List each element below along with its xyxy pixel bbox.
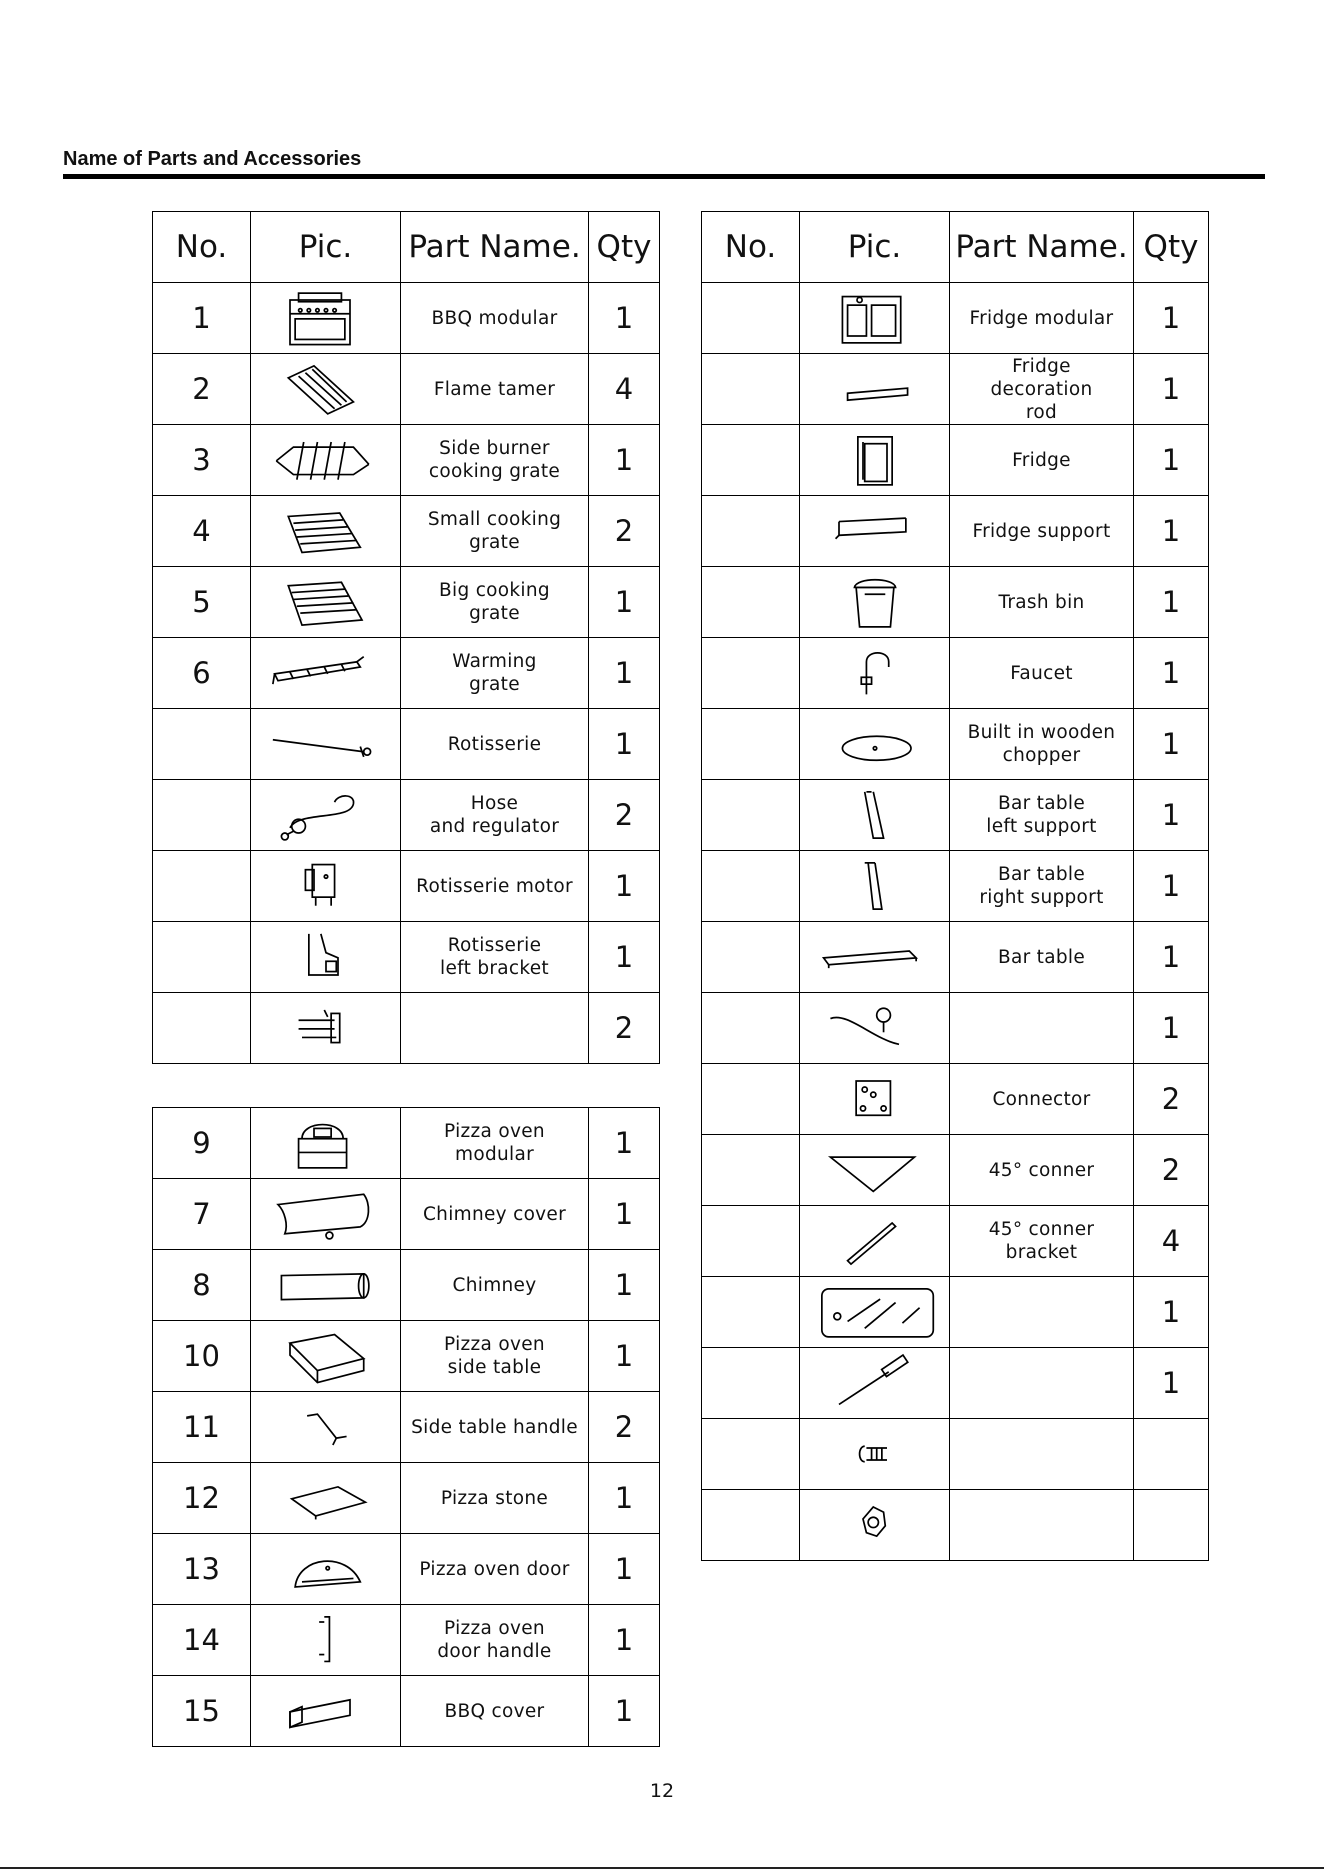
table-row <box>702 1206 1209 1277</box>
part-number: 14 <box>153 1605 251 1676</box>
part-name: Faucet <box>950 638 1134 709</box>
part-picture <box>800 1206 950 1277</box>
part-name <box>401 993 589 1064</box>
table-row <box>153 709 660 780</box>
part-quantity: 1 <box>589 709 660 780</box>
part-quantity: 1 <box>589 638 660 709</box>
bar-table-icon <box>803 927 947 987</box>
part-picture <box>800 1064 950 1135</box>
part-name <box>950 1419 1134 1490</box>
part-quantity: 1 <box>589 1676 660 1747</box>
part-quantity: 1 <box>1134 709 1209 780</box>
part-quantity: 1 <box>589 922 660 993</box>
part-quantity: 1 <box>1134 567 1209 638</box>
part-number: 12 <box>153 1463 251 1534</box>
table-row <box>153 851 660 922</box>
part-quantity: 2 <box>589 780 660 851</box>
part-picture <box>800 496 950 567</box>
table-row <box>702 354 1209 425</box>
bbq-modular-icon <box>254 288 398 348</box>
part-quantity: 1 <box>1134 851 1209 922</box>
part-picture <box>800 638 950 709</box>
table-row <box>153 1250 660 1321</box>
part-quantity: 1 <box>1134 283 1209 354</box>
door-handle-icon <box>254 1610 398 1670</box>
small-grate-icon <box>254 501 398 561</box>
part-picture <box>251 1392 401 1463</box>
table-row <box>702 851 1209 922</box>
header-qty: Qty <box>1134 212 1209 283</box>
left-support-icon <box>803 785 947 845</box>
table-row <box>153 496 660 567</box>
table-row <box>153 1605 660 1676</box>
part-quantity: 1 <box>589 1534 660 1605</box>
pizza-oven-modular-icon <box>254 1113 398 1173</box>
part-quantity <box>1134 1490 1209 1561</box>
flame-tamer-icon <box>254 359 398 419</box>
part-quantity: 1 <box>589 1463 660 1534</box>
part-number <box>702 851 800 922</box>
part-picture <box>800 425 950 496</box>
part-quantity: 1 <box>1134 1277 1209 1348</box>
page-heading: Name of Parts and Accessories <box>63 148 362 170</box>
part-number <box>702 496 800 567</box>
part-picture <box>251 1108 401 1179</box>
fridge-icon <box>803 430 947 490</box>
part-quantity: 2 <box>1134 1135 1209 1206</box>
part-quantity: 2 <box>1134 1064 1209 1135</box>
warming-grate-icon <box>254 643 398 703</box>
part-quantity: 1 <box>1134 993 1209 1064</box>
part-name: Pizza oven side table <box>401 1321 589 1392</box>
part-quantity: 2 <box>589 1392 660 1463</box>
part-quantity: 4 <box>589 354 660 425</box>
table-row <box>702 1277 1209 1348</box>
part-number: 11 <box>153 1392 251 1463</box>
part-number: 10 <box>153 1321 251 1392</box>
part-name: Fridge support <box>950 496 1134 567</box>
decoration-rod-icon <box>803 359 947 419</box>
table-row <box>153 1676 660 1747</box>
part-picture <box>251 780 401 851</box>
side-burner-grate-icon <box>254 430 398 490</box>
part-name: Rotisserie left bracket <box>401 922 589 993</box>
part-picture <box>251 1676 401 1747</box>
big-grate-icon <box>254 572 398 632</box>
side-table-handle-icon <box>254 1397 398 1457</box>
part-quantity: 1 <box>589 283 660 354</box>
part-name: Fridge <box>950 425 1134 496</box>
part-picture <box>251 709 401 780</box>
part-name: Hose and regulator <box>401 780 589 851</box>
part-picture <box>800 1419 950 1490</box>
table-header-row <box>153 212 660 283</box>
part-number <box>702 1064 800 1135</box>
part-name: Connector <box>950 1064 1134 1135</box>
part-name <box>950 993 1134 1064</box>
part-quantity: 1 <box>589 1605 660 1676</box>
faucet-icon <box>803 643 947 703</box>
table-row <box>702 1135 1209 1206</box>
side-table-icon <box>254 1326 398 1386</box>
part-quantity: 1 <box>1134 638 1209 709</box>
part-name: Bar table left support <box>950 780 1134 851</box>
part-picture <box>251 1321 401 1392</box>
table-row <box>702 1490 1209 1561</box>
part-picture <box>251 1534 401 1605</box>
table-row <box>153 638 660 709</box>
part-name: Rotisserie <box>401 709 589 780</box>
part-picture <box>251 567 401 638</box>
table-row <box>153 993 660 1064</box>
part-name: Warming grate <box>401 638 589 709</box>
part-picture <box>800 993 950 1064</box>
part-quantity: 1 <box>589 1108 660 1179</box>
chimney-cover-icon <box>254 1184 398 1244</box>
chimney-icon <box>254 1255 398 1315</box>
part-quantity: 1 <box>1134 922 1209 993</box>
table-row <box>702 1348 1209 1419</box>
table-row <box>702 922 1209 993</box>
fridge-modular-icon <box>803 288 947 348</box>
part-name <box>950 1348 1134 1419</box>
part-quantity: 2 <box>589 993 660 1064</box>
part-name: Big cooking grate <box>401 567 589 638</box>
part-number <box>153 851 251 922</box>
header-pic: Pic. <box>251 212 401 283</box>
screwdriver-icon <box>803 1353 947 1413</box>
part-number <box>702 709 800 780</box>
table-row <box>153 1321 660 1392</box>
part-name: Pizza oven door <box>401 1534 589 1605</box>
part-picture <box>800 283 950 354</box>
part-name: Fridge modular <box>950 283 1134 354</box>
part-number <box>702 1490 800 1561</box>
part-name: Pizza oven door handle <box>401 1605 589 1676</box>
part-name: BBQ cover <box>401 1676 589 1747</box>
part-quantity: 1 <box>1134 425 1209 496</box>
part-quantity: 1 <box>1134 354 1209 425</box>
part-picture <box>800 1348 950 1419</box>
table-row <box>153 922 660 993</box>
part-name <box>950 1490 1134 1561</box>
part-picture <box>800 780 950 851</box>
table-row <box>153 780 660 851</box>
corner-45-icon <box>803 1140 947 1200</box>
part-name: Chimney <box>401 1250 589 1321</box>
part-quantity: 1 <box>1134 496 1209 567</box>
part-number <box>702 1206 800 1277</box>
table-row <box>702 709 1209 780</box>
fridge-support-icon <box>803 501 947 561</box>
trash-bin-icon <box>803 572 947 632</box>
part-picture <box>800 1490 950 1561</box>
chopper-icon <box>803 714 947 774</box>
rotisserie-bracket-icon <box>254 927 398 987</box>
pizza-oven-door-icon <box>254 1539 398 1599</box>
part-number: 1 <box>153 283 251 354</box>
heading-rule <box>63 174 1265 179</box>
part-picture <box>800 354 950 425</box>
part-number: 6 <box>153 638 251 709</box>
part-picture <box>251 1605 401 1676</box>
table-row <box>153 1463 660 1534</box>
part-number <box>702 425 800 496</box>
table-row <box>702 993 1209 1064</box>
part-picture <box>251 425 401 496</box>
part-name: Trash bin <box>950 567 1134 638</box>
table-row <box>153 567 660 638</box>
part-number: 4 <box>153 496 251 567</box>
part-picture <box>251 1179 401 1250</box>
part-name: Pizza stone <box>401 1463 589 1534</box>
header-no: No. <box>153 212 251 283</box>
part-picture <box>251 283 401 354</box>
part-name: 45° conner <box>950 1135 1134 1206</box>
table-row <box>153 354 660 425</box>
bolt-icon <box>803 1424 947 1484</box>
part-name: 45° conner bracket <box>950 1206 1134 1277</box>
part-number: 13 <box>153 1534 251 1605</box>
part-number: 2 <box>153 354 251 425</box>
part-picture <box>251 922 401 993</box>
table-row <box>153 1179 660 1250</box>
part-name: Small cooking grate <box>401 496 589 567</box>
part-number <box>702 1277 800 1348</box>
rotisserie-icon <box>254 714 398 774</box>
tool-kit-icon <box>803 1282 947 1342</box>
part-quantity: 1 <box>589 567 660 638</box>
part-name: Side table handle <box>401 1392 589 1463</box>
part-picture <box>800 1277 950 1348</box>
corner-bracket-icon <box>803 1211 947 1271</box>
parts-table-fridge <box>701 211 1209 1561</box>
part-quantity <box>1134 1419 1209 1490</box>
part-number <box>702 1135 800 1206</box>
part-number <box>702 354 800 425</box>
part-picture <box>251 993 401 1064</box>
part-number: 7 <box>153 1179 251 1250</box>
part-number <box>702 638 800 709</box>
part-name: BBQ modular <box>401 283 589 354</box>
table-row <box>153 1392 660 1463</box>
part-number <box>702 1348 800 1419</box>
part-name: Side burner cooking grate <box>401 425 589 496</box>
part-picture <box>800 922 950 993</box>
table-row <box>702 496 1209 567</box>
hose-regulator-icon <box>254 785 398 845</box>
table-row <box>702 425 1209 496</box>
part-number: 3 <box>153 425 251 496</box>
part-picture <box>251 496 401 567</box>
table-row <box>153 1108 660 1179</box>
part-number <box>702 567 800 638</box>
rotisserie-motor-icon <box>254 856 398 916</box>
header-qty: Qty <box>589 212 660 283</box>
part-quantity: 1 <box>589 1179 660 1250</box>
meat-fork-icon <box>254 998 398 1058</box>
header-no: No. <box>702 212 800 283</box>
pizza-stone-icon <box>254 1468 398 1528</box>
part-number <box>702 1419 800 1490</box>
part-name: Chimney cover <box>401 1179 589 1250</box>
part-name: Built in wooden chopper <box>950 709 1134 780</box>
part-quantity: 1 <box>589 1250 660 1321</box>
table-row <box>702 1419 1209 1490</box>
flex-hose-icon <box>803 998 947 1058</box>
part-name: Pizza oven modular <box>401 1108 589 1179</box>
table-row <box>702 283 1209 354</box>
header-part-name: Part Name. <box>950 212 1134 283</box>
part-number: 15 <box>153 1676 251 1747</box>
part-number <box>702 993 800 1064</box>
part-name: Flame tamer <box>401 354 589 425</box>
part-number: 9 <box>153 1108 251 1179</box>
table-row <box>702 638 1209 709</box>
part-name <box>950 1277 1134 1348</box>
parts-table-bbq <box>152 211 660 1064</box>
part-quantity: 1 <box>589 1321 660 1392</box>
table-row <box>702 567 1209 638</box>
part-picture <box>800 1135 950 1206</box>
table-row <box>702 780 1209 851</box>
part-picture <box>251 638 401 709</box>
table-row <box>153 425 660 496</box>
part-quantity: 1 <box>589 425 660 496</box>
part-number: 5 <box>153 567 251 638</box>
part-name: Bar table <box>950 922 1134 993</box>
part-picture <box>251 1463 401 1534</box>
part-picture <box>800 567 950 638</box>
part-picture <box>251 851 401 922</box>
table-header-row <box>702 212 1209 283</box>
part-name: Bar table right support <box>950 851 1134 922</box>
nut-icon <box>803 1495 947 1555</box>
page-number: 12 <box>649 1780 675 1802</box>
table-row <box>153 283 660 354</box>
part-quantity: 1 <box>1134 1348 1209 1419</box>
part-number <box>153 922 251 993</box>
right-support-icon <box>803 856 947 916</box>
bottom-rule <box>0 1867 1324 1869</box>
part-number <box>153 709 251 780</box>
part-picture <box>251 1250 401 1321</box>
part-number <box>702 283 800 354</box>
part-number <box>153 780 251 851</box>
part-quantity: 4 <box>1134 1206 1209 1277</box>
part-quantity: 1 <box>1134 780 1209 851</box>
part-picture <box>800 709 950 780</box>
bbq-cover-icon <box>254 1681 398 1741</box>
part-name: Fridge decoration rod <box>950 354 1134 425</box>
part-number <box>702 922 800 993</box>
table-row <box>153 1534 660 1605</box>
header-pic: Pic. <box>800 212 950 283</box>
part-number <box>153 993 251 1064</box>
parts-table-pizza-oven <box>152 1107 660 1747</box>
part-number: 8 <box>153 1250 251 1321</box>
part-quantity: 2 <box>589 496 660 567</box>
connector-icon <box>803 1069 947 1129</box>
part-name: Rotisserie motor <box>401 851 589 922</box>
part-picture <box>251 354 401 425</box>
part-number <box>702 780 800 851</box>
part-quantity: 1 <box>589 851 660 922</box>
header-part-name: Part Name. <box>401 212 589 283</box>
table-row <box>702 1064 1209 1135</box>
part-picture <box>800 851 950 922</box>
